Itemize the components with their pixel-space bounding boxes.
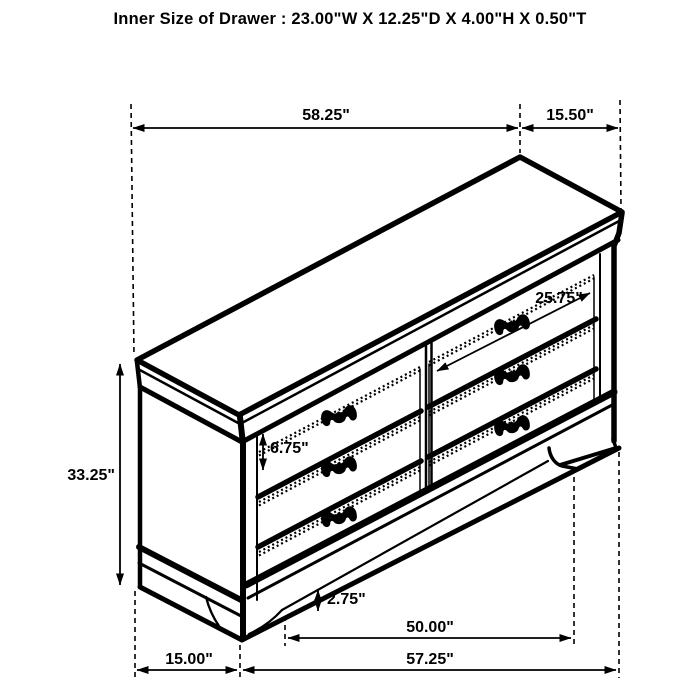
label-base-width: 57.25" [406,651,454,668]
pull-icon [320,404,358,427]
dresser-top-surface [137,157,622,415]
label-base-depth: 15.00" [165,651,213,668]
apron-bottom [282,461,548,610]
page-title: Inner Size of Drawer : 23.00"W X 12.25"D X 4.00"H X 0.50"T [113,10,587,28]
ext-top-left [131,104,134,356]
label-top-depth: 15.50" [546,107,594,124]
label-drawer-width: 25.75" [535,290,583,307]
label-apron-length: 50.00" [406,619,454,636]
label-overall-height: 33.25" [67,467,115,484]
label-drawer-height: 6.75" [270,440,309,457]
right-corner-edge [614,213,622,441]
dresser-drawing [137,157,622,640]
left-side-edge [137,362,140,587]
base-molding-top [246,392,614,585]
label-top-width: 58.25" [302,107,350,124]
extension-lines [131,100,621,679]
front-corner-stile [240,417,243,638]
ext-top-right [620,100,621,209]
label-foot-height: 2.75" [327,591,366,608]
pull-icon [493,363,531,386]
